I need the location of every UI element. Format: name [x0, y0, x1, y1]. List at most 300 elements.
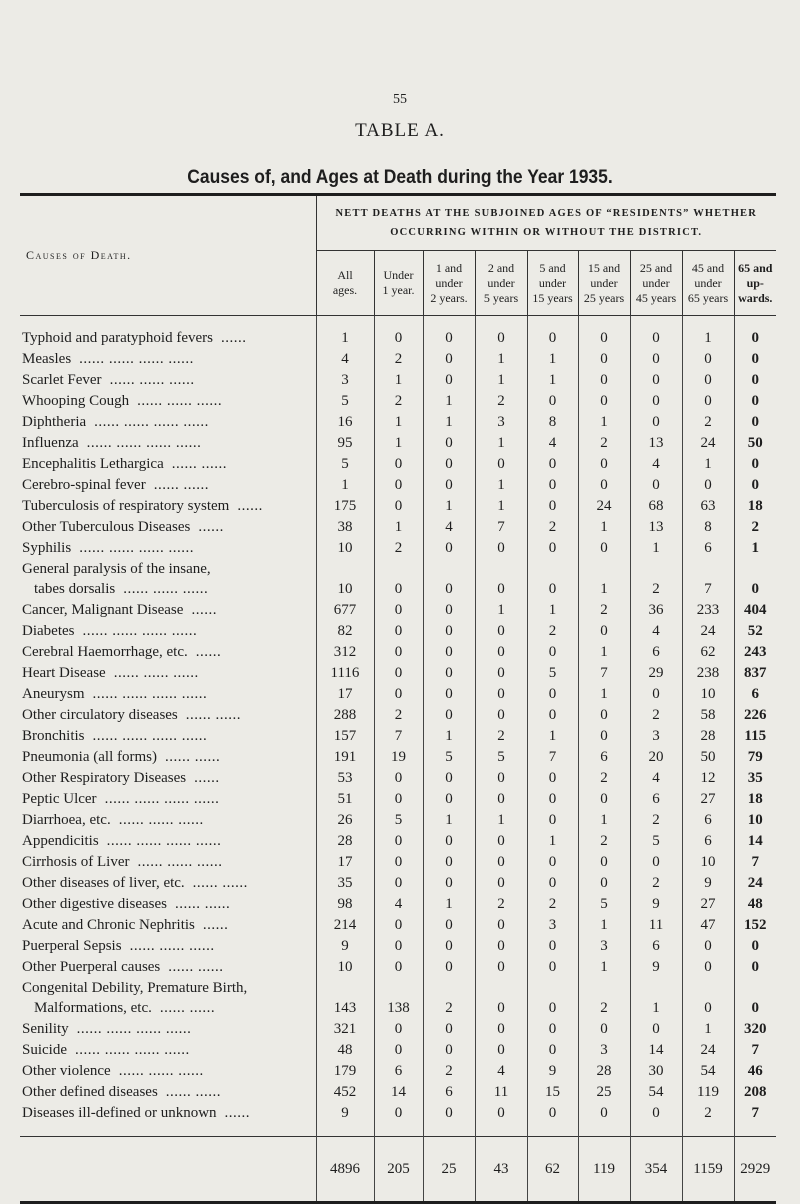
- cell-value: 1: [578, 642, 630, 663]
- cause-name: Tuberculosis of respiratory system: [22, 498, 229, 514]
- cell-value: 3: [578, 1040, 630, 1061]
- cell-value: 1: [527, 370, 578, 391]
- cell-value: 24: [682, 1040, 734, 1061]
- cell-value: 0: [374, 1040, 423, 1061]
- column-header-line: 2 and: [476, 261, 527, 276]
- cell-value: 0: [423, 1019, 475, 1040]
- table-row: [20, 475, 776, 496]
- cell-value: 0: [578, 538, 630, 559]
- cell-value: 2: [374, 538, 423, 559]
- cause-name: Senility: [22, 1021, 69, 1037]
- table-title: TABLE A.: [0, 120, 800, 142]
- cell-value: 1: [423, 412, 475, 433]
- cell-value: 1: [682, 454, 734, 475]
- cell-value: 5: [630, 831, 682, 852]
- leader-dots: ...... ...... ...... ......: [75, 1042, 190, 1058]
- cell-value: 0: [423, 328, 475, 349]
- leader-dots: ......: [221, 330, 247, 346]
- cause-name: Congenital Debility, Premature Birth,: [20, 978, 316, 998]
- cell-value: 115: [734, 726, 776, 747]
- cause-name: Acute and Chronic Nephritis: [22, 917, 195, 933]
- leader-dots: ...... ...... ......: [119, 812, 204, 828]
- cell-value: 6: [682, 831, 734, 852]
- cell-value: 288: [316, 705, 374, 726]
- cause-name: Malformations, etc.: [22, 1000, 152, 1016]
- cell-value: 2: [578, 600, 630, 621]
- cause-name: Scarlet Fever: [22, 372, 102, 388]
- cell-value: 1: [423, 810, 475, 831]
- cause-name: Typhoid and paratyphoid fevers: [22, 330, 213, 346]
- cell-value: 0: [527, 454, 578, 475]
- cell-value: 0: [374, 768, 423, 789]
- column-header: [316, 251, 374, 316]
- cell-value: 238: [682, 663, 734, 684]
- cause-name: Diseases ill-defined or unknown: [22, 1105, 217, 1121]
- cell-value: 0: [682, 349, 734, 370]
- cell-value: 2: [578, 831, 630, 852]
- column-header-line: Under: [375, 268, 423, 283]
- cause-name: Other Tuberculous Diseases: [22, 519, 190, 535]
- cell-value: 63: [682, 496, 734, 517]
- cell-value: 28: [578, 1061, 630, 1082]
- cell-value: 1: [316, 475, 374, 496]
- leader-dots: ...... ......: [172, 456, 227, 472]
- cell-value: 0: [374, 957, 423, 978]
- cell-value: 68: [630, 496, 682, 517]
- table-row: [20, 726, 776, 747]
- cell-value: 0: [630, 1103, 682, 1124]
- leader-dots: ...... ...... ......: [114, 665, 199, 681]
- cause-name: Influenza: [22, 435, 79, 451]
- cell-value: 51: [316, 789, 374, 810]
- cell-value: 24: [682, 433, 734, 454]
- cell-value: 1: [423, 496, 475, 517]
- cell-value: 0: [630, 412, 682, 433]
- cell-value: 14: [734, 831, 776, 852]
- cell-value: 2: [578, 433, 630, 454]
- cell-value: 5: [423, 747, 475, 768]
- cell-value: 6: [630, 789, 682, 810]
- cause-name: tabes dorsalis: [22, 581, 115, 597]
- table-row: [20, 370, 776, 391]
- cell-value: 2: [734, 517, 776, 538]
- cell-value: 1: [527, 349, 578, 370]
- cell-value: 4: [423, 517, 475, 538]
- cell-value: 0: [423, 768, 475, 789]
- cell-value: 82: [316, 621, 374, 642]
- cell-value: 1: [475, 349, 527, 370]
- cell-value: 0: [578, 1019, 630, 1040]
- leader-dots: ...... ...... ......: [123, 581, 208, 597]
- cell-value: 1: [578, 684, 630, 705]
- cell-value: 0: [374, 831, 423, 852]
- cell-value: 0: [578, 1103, 630, 1124]
- cell-value: 2: [682, 1103, 734, 1124]
- column-header-line: 25 years: [579, 291, 630, 306]
- table-row: [20, 936, 776, 957]
- cell-value: 2: [527, 894, 578, 915]
- cell-value: 53: [316, 768, 374, 789]
- cell-value: 0: [475, 705, 527, 726]
- cell-value: 0: [423, 621, 475, 642]
- cell-value: 4: [630, 768, 682, 789]
- cell-value: 3: [527, 915, 578, 936]
- table-row: [20, 1019, 776, 1040]
- table-row: [20, 810, 776, 831]
- cause-name: Bronchitis: [22, 728, 85, 744]
- table-row: [20, 789, 776, 810]
- cell-value: 20: [630, 747, 682, 768]
- total-value: 25: [423, 1137, 475, 1203]
- cell-value: 10: [682, 684, 734, 705]
- cell-value: 0: [423, 579, 475, 600]
- cell-value: 8: [682, 517, 734, 538]
- column-header: [527, 251, 578, 316]
- cell-value: 12: [682, 768, 734, 789]
- leader-dots: ...... ...... ...... ......: [94, 414, 209, 430]
- cell-value: 0: [578, 475, 630, 496]
- cell-value: 17: [316, 684, 374, 705]
- cell-value: 24: [578, 496, 630, 517]
- cell-value: 2: [630, 810, 682, 831]
- cell-value: 191: [316, 747, 374, 768]
- cell-value: 0: [423, 663, 475, 684]
- leader-dots: ...... ...... ...... ......: [79, 540, 194, 556]
- cell-value: 1: [374, 517, 423, 538]
- leader-dots: ...... ...... ...... ......: [77, 1021, 192, 1037]
- cell-value: 10: [316, 579, 374, 600]
- cause-name: Other violence: [22, 1063, 111, 1079]
- column-header-line: under: [631, 276, 682, 291]
- cell-value: 0: [374, 789, 423, 810]
- cell-value: 0: [527, 579, 578, 600]
- cell-value: 46: [734, 1061, 776, 1082]
- cell-value: 4: [630, 454, 682, 475]
- cell-value: 0: [527, 936, 578, 957]
- table-row: [20, 1040, 776, 1061]
- cell-value: 0: [475, 915, 527, 936]
- cell-value: 0: [578, 454, 630, 475]
- cell-value: 13: [630, 433, 682, 454]
- cell-value: 0: [527, 1040, 578, 1061]
- leader-dots: ...... ......: [165, 749, 220, 765]
- causes-of-death-table: [20, 193, 776, 1204]
- leader-dots: ...... ...... ......: [137, 393, 222, 409]
- cell-value: 0: [423, 789, 475, 810]
- leader-dots: ...... ...... ...... ......: [79, 351, 194, 367]
- column-header: [423, 251, 475, 316]
- cell-value: 0: [475, 831, 527, 852]
- cell-value: 0: [374, 1103, 423, 1124]
- cell-value: 10: [682, 852, 734, 873]
- column-header-line: 5 and: [528, 261, 578, 276]
- cell-value: 226: [734, 705, 776, 726]
- cell-value: 0: [630, 391, 682, 412]
- cell-value: 58: [682, 705, 734, 726]
- column-header-line: under: [579, 276, 630, 291]
- table-row: [20, 600, 776, 621]
- cell-value: 0: [734, 579, 776, 600]
- cell-value: 9: [316, 936, 374, 957]
- cell-value: 9: [682, 873, 734, 894]
- cell-value: 50: [734, 433, 776, 454]
- cell-value: 157: [316, 726, 374, 747]
- cell-value: 7: [578, 663, 630, 684]
- cell-value: 214: [316, 915, 374, 936]
- table-row: [20, 831, 776, 852]
- cause-name: Other Respiratory Diseases: [22, 770, 186, 786]
- cause-name: Puerperal Sepsis: [22, 938, 122, 954]
- cell-value: 1: [475, 370, 527, 391]
- cause-name: Appendicitis: [22, 833, 99, 849]
- cell-value: 1: [578, 915, 630, 936]
- cause-name: Measles: [22, 351, 71, 367]
- cell-value: 14: [374, 1082, 423, 1103]
- cell-value: 321: [316, 1019, 374, 1040]
- cell-value: 0: [374, 454, 423, 475]
- cell-value: 1: [527, 600, 578, 621]
- cell-value: 5: [374, 810, 423, 831]
- cell-value: 1: [423, 894, 475, 915]
- cause-name: Peptic Ulcer: [22, 791, 97, 807]
- cell-value: 11: [630, 915, 682, 936]
- cause-name: Other circulatory diseases: [22, 707, 178, 723]
- cell-value: 0: [423, 433, 475, 454]
- cell-value: 10: [316, 957, 374, 978]
- leader-dots: ...... ......: [154, 477, 209, 493]
- cell-value: 18: [734, 496, 776, 517]
- leader-dots: ......: [225, 1105, 251, 1121]
- cause-name: Aneurysm: [22, 686, 85, 702]
- cell-value: 0: [578, 370, 630, 391]
- total-value: 205: [374, 1137, 423, 1203]
- cell-value: 0: [734, 957, 776, 978]
- cell-value: 0: [527, 1103, 578, 1124]
- cell-value: 0: [423, 475, 475, 496]
- cell-value: 7: [527, 747, 578, 768]
- cell-value: 10: [734, 810, 776, 831]
- table-row: [20, 538, 776, 559]
- cell-value: 0: [423, 538, 475, 559]
- cause-name: Syphilis: [22, 540, 71, 556]
- leader-dots: ...... ...... ...... ......: [82, 623, 197, 639]
- cell-value: 5: [527, 663, 578, 684]
- column-header-line: under: [424, 276, 475, 291]
- cell-value: 0: [578, 391, 630, 412]
- table-row: [20, 454, 776, 475]
- cell-value: 1: [374, 433, 423, 454]
- cell-value: 0: [527, 957, 578, 978]
- cell-value: 0: [630, 684, 682, 705]
- cell-value: 0: [578, 705, 630, 726]
- cell-value: 0: [374, 642, 423, 663]
- cell-value: 2: [475, 391, 527, 412]
- cell-value: 0: [374, 684, 423, 705]
- cell-value: 677: [316, 600, 374, 621]
- column-header-line: 1 and: [424, 261, 475, 276]
- cell-value: 4: [630, 621, 682, 642]
- cell-value: 4: [374, 894, 423, 915]
- cell-value: 0: [527, 328, 578, 349]
- cell-value: 0: [682, 998, 734, 1019]
- leader-dots: ...... ...... ...... ......: [93, 728, 208, 744]
- cell-value: 0: [475, 538, 527, 559]
- causes-column-header: Causes of Death.: [20, 196, 316, 315]
- cell-value: 0: [423, 915, 475, 936]
- table-row: [20, 768, 776, 789]
- cell-value: 5: [475, 747, 527, 768]
- cell-value: 2: [527, 621, 578, 642]
- cell-value: 3: [316, 370, 374, 391]
- total-value: 4896: [316, 1137, 374, 1203]
- cell-value: 6: [682, 810, 734, 831]
- cell-value: 0: [423, 454, 475, 475]
- cell-value: 0: [475, 1019, 527, 1040]
- cell-value: 1: [578, 517, 630, 538]
- cell-value: 2: [423, 1061, 475, 1082]
- cell-value: 6: [374, 1061, 423, 1082]
- cell-value: 27: [682, 894, 734, 915]
- cell-value: 0: [578, 621, 630, 642]
- column-header-line: 15 and: [579, 261, 630, 276]
- cell-value: 0: [475, 579, 527, 600]
- cell-value: 0: [527, 768, 578, 789]
- cell-value: 15: [527, 1082, 578, 1103]
- table-row: [20, 1103, 776, 1124]
- leader-dots: ...... ...... ......: [130, 938, 215, 954]
- cell-value: 4: [316, 349, 374, 370]
- cell-value: 2: [578, 998, 630, 1019]
- column-header-line: under: [528, 276, 578, 291]
- column-header-line: 1 year.: [375, 283, 423, 298]
- cell-value: 0: [734, 391, 776, 412]
- cell-value: 0: [374, 663, 423, 684]
- cell-value: 5: [316, 454, 374, 475]
- cell-value: 1: [578, 957, 630, 978]
- cell-value: 0: [374, 496, 423, 517]
- totals-row: [20, 1137, 776, 1203]
- cell-value: 6: [630, 936, 682, 957]
- cell-value: 312: [316, 642, 374, 663]
- header-group-row: [20, 196, 776, 251]
- table-row: [20, 873, 776, 894]
- cell-value: 0: [423, 1040, 475, 1061]
- cell-value: 0: [475, 621, 527, 642]
- cell-value: 28: [682, 726, 734, 747]
- age-group-header: [316, 196, 776, 251]
- column-header-line: 65 years: [683, 291, 734, 306]
- column-header: [578, 251, 630, 316]
- cell-value: 1: [630, 998, 682, 1019]
- cell-value: 0: [374, 873, 423, 894]
- table-row: [20, 433, 776, 454]
- cell-value: 0: [527, 475, 578, 496]
- table-row: [20, 579, 776, 600]
- column-header: [630, 251, 682, 316]
- cell-value: 7: [734, 1040, 776, 1061]
- cell-value: 0: [682, 391, 734, 412]
- cell-value: 138: [374, 998, 423, 1019]
- cell-value: 0: [734, 454, 776, 475]
- cell-value: 16: [316, 412, 374, 433]
- cell-value: 6: [734, 684, 776, 705]
- cell-value: 0: [423, 936, 475, 957]
- cell-value: 1: [578, 579, 630, 600]
- cell-value: 320: [734, 1019, 776, 1040]
- cell-value: 0: [475, 642, 527, 663]
- cell-value: 7: [475, 517, 527, 538]
- cell-value: 1: [475, 475, 527, 496]
- cell-value: 35: [734, 768, 776, 789]
- cell-value: 30: [630, 1061, 682, 1082]
- cell-value: 0: [527, 1019, 578, 1040]
- total-value: 43: [475, 1137, 527, 1203]
- cell-value: 0: [682, 936, 734, 957]
- cell-value: 7: [374, 726, 423, 747]
- column-header-line: wards.: [735, 291, 777, 306]
- cell-value: 5: [578, 894, 630, 915]
- table-subtitle: Causes of, and Ages at Death during the Year 1935.: [32, 167, 768, 189]
- cell-value: 25: [578, 1082, 630, 1103]
- cell-value: 243: [734, 642, 776, 663]
- cell-value: 0: [423, 684, 475, 705]
- table-row: [20, 412, 776, 433]
- column-header-line: 5 years: [476, 291, 527, 306]
- cell-value: 0: [475, 1103, 527, 1124]
- total-value: 1159: [682, 1137, 734, 1203]
- cell-value: 143: [316, 998, 374, 1019]
- cell-value: 9: [527, 1061, 578, 1082]
- cell-value: 1: [578, 810, 630, 831]
- cell-value: 233: [682, 600, 734, 621]
- cell-value: 0: [475, 936, 527, 957]
- cell-value: 0: [734, 349, 776, 370]
- cell-value: 26: [316, 810, 374, 831]
- cell-value: 0: [527, 852, 578, 873]
- leader-dots: ......: [196, 644, 222, 660]
- column-header: [475, 251, 527, 316]
- cell-value: 48: [734, 894, 776, 915]
- cell-value: 452: [316, 1082, 374, 1103]
- cell-value: 0: [578, 349, 630, 370]
- cell-value: 404: [734, 600, 776, 621]
- total-value: 119: [578, 1137, 630, 1203]
- cause-name: Whooping Cough: [22, 393, 129, 409]
- table-row: [20, 328, 776, 349]
- cell-value: 50: [682, 747, 734, 768]
- leader-dots: ...... ...... ...... ......: [87, 435, 202, 451]
- cause-name: General paralysis of the insane,: [20, 559, 316, 579]
- cell-value: 0: [630, 475, 682, 496]
- cell-value: 0: [578, 726, 630, 747]
- cause-name: Suicide: [22, 1042, 67, 1058]
- cell-value: 0: [475, 454, 527, 475]
- cause-name: Diarrhoea, etc.: [22, 812, 111, 828]
- cell-value: 1: [630, 538, 682, 559]
- cell-value: 0: [423, 1103, 475, 1124]
- cell-value: 13: [630, 517, 682, 538]
- table-row: [20, 705, 776, 726]
- cell-value: 28: [316, 831, 374, 852]
- cell-value: 1: [423, 726, 475, 747]
- cell-value: 2: [423, 998, 475, 1019]
- leader-dots: ......: [203, 917, 229, 933]
- cell-value: 208: [734, 1082, 776, 1103]
- spacer-row: [20, 316, 776, 329]
- cell-value: 0: [527, 538, 578, 559]
- leader-dots: ...... ......: [186, 707, 241, 723]
- leader-dots: ...... ......: [168, 959, 223, 975]
